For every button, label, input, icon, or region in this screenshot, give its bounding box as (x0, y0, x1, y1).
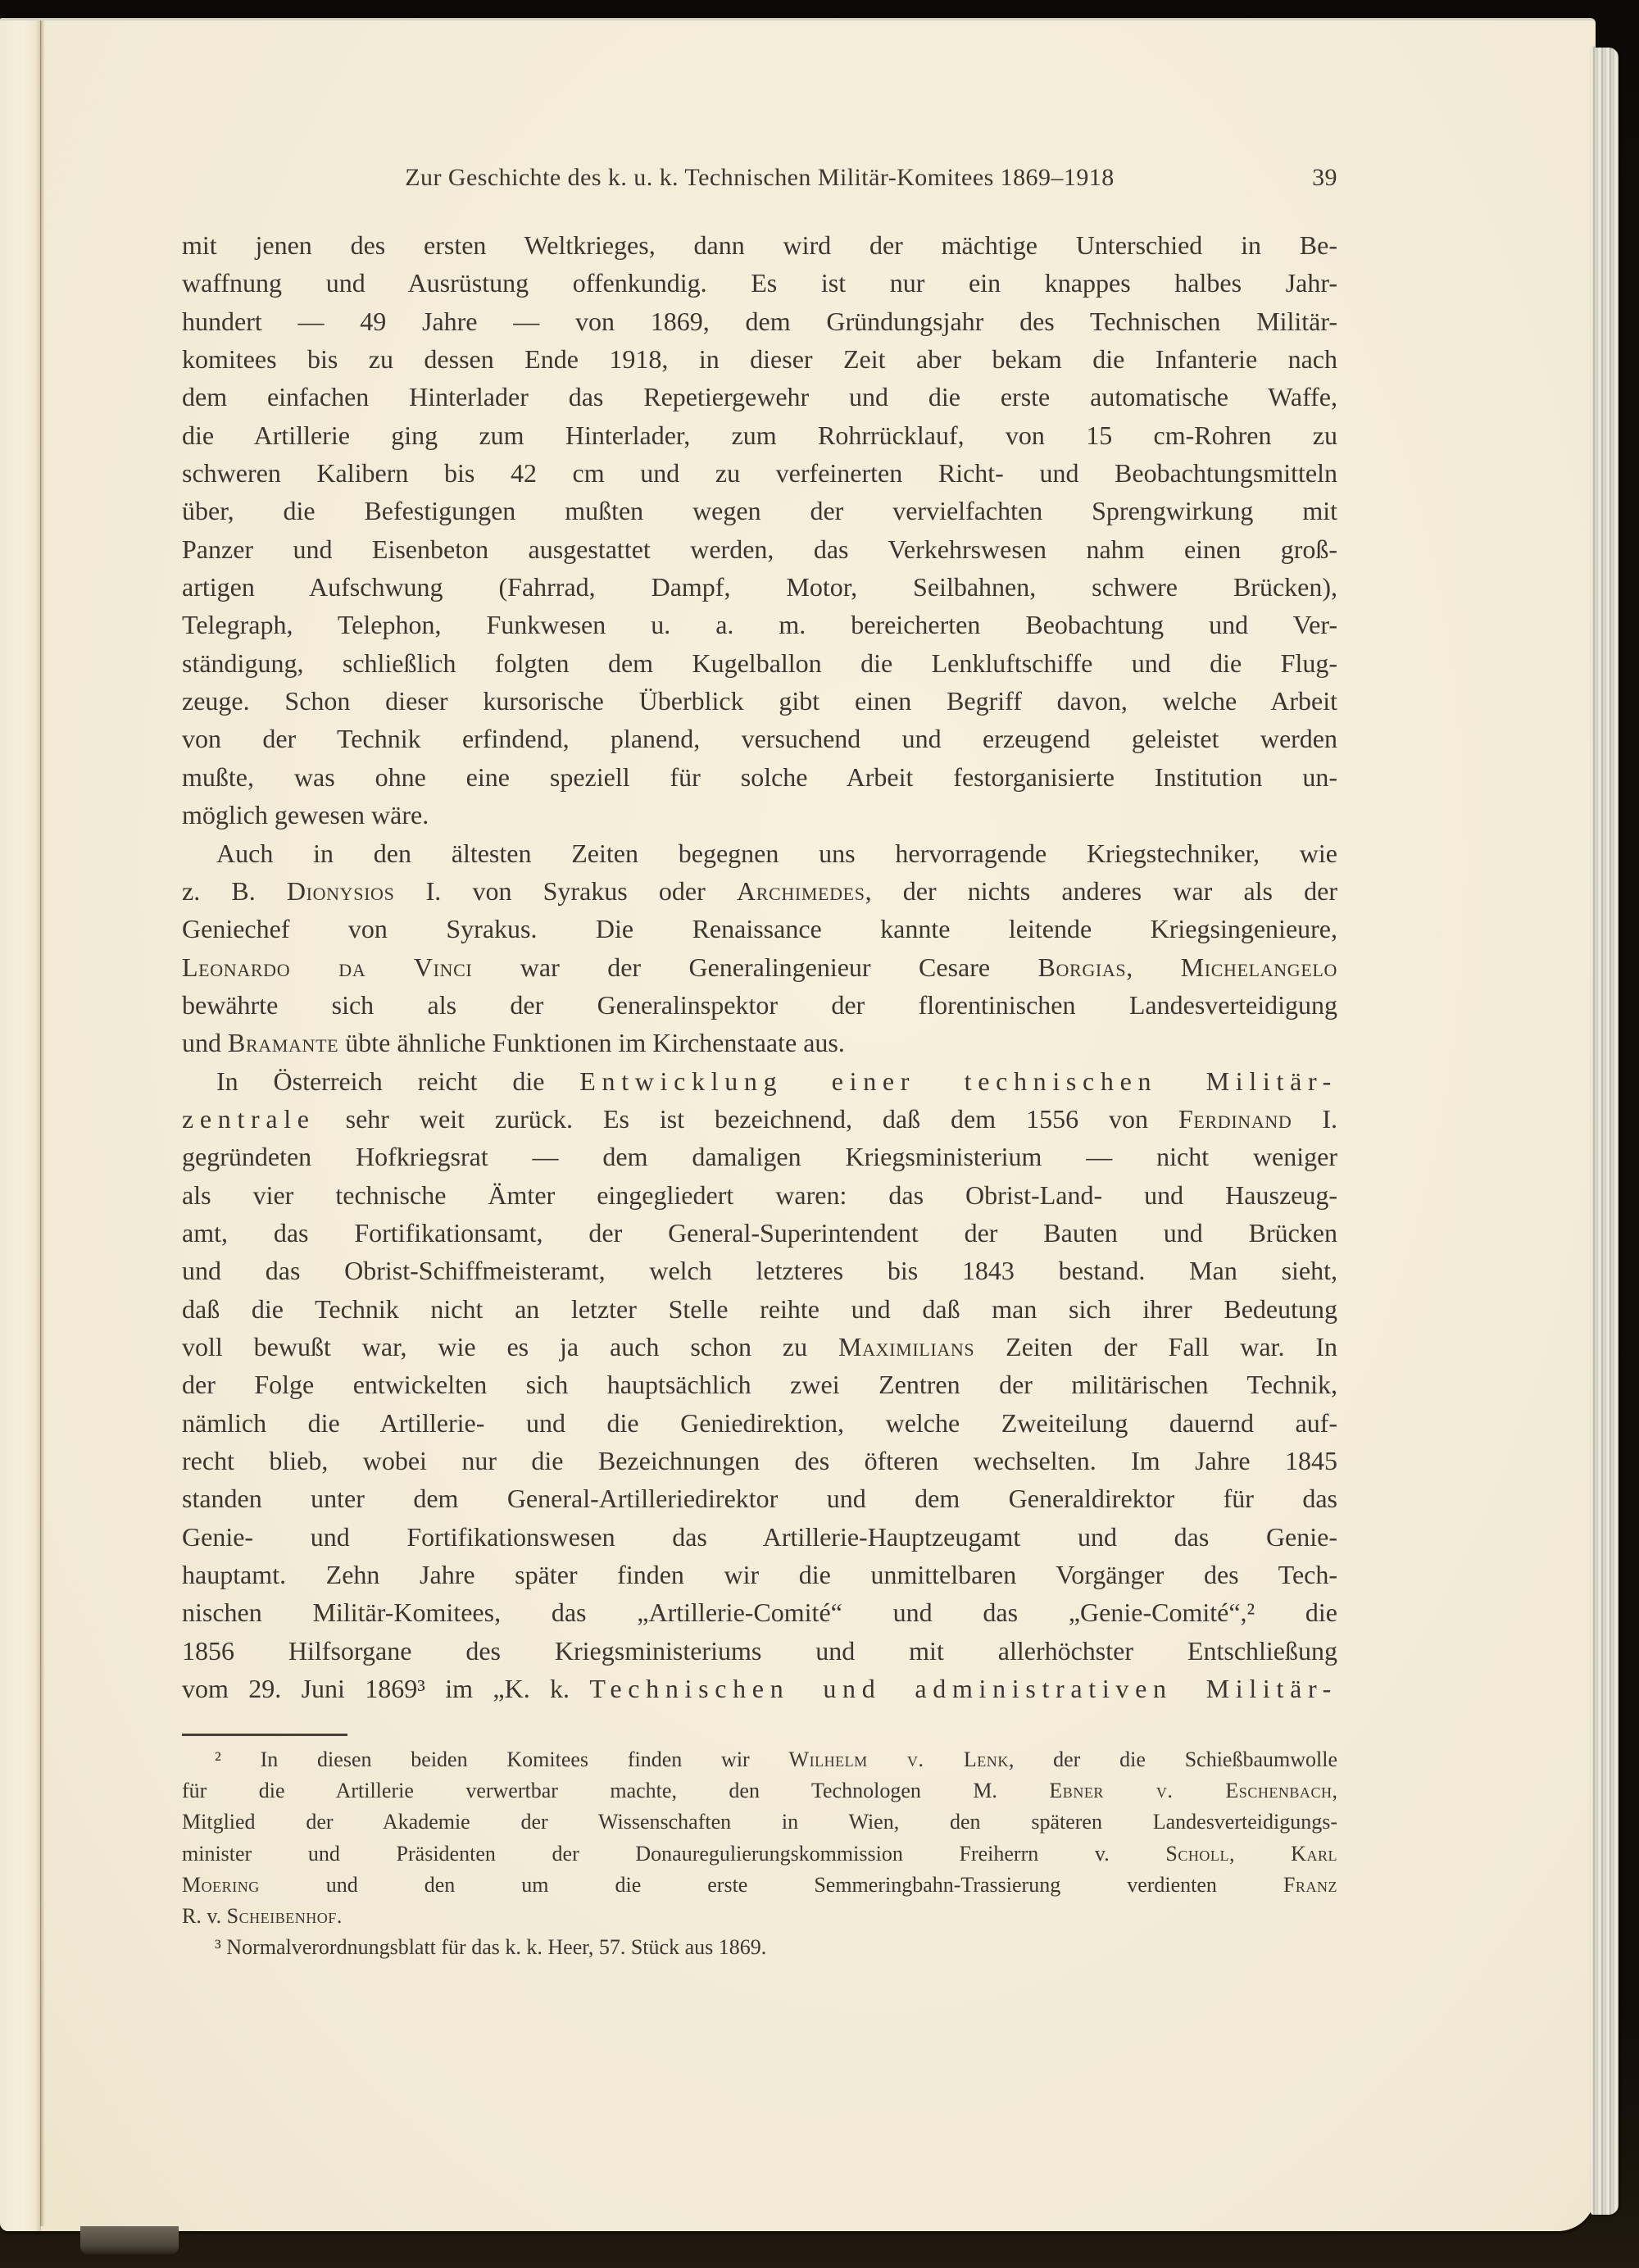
text-segment: vom 29. Juni 1869³ im „K. k. (182, 1674, 590, 1704)
footnotes (182, 1744, 1337, 1963)
text-line (182, 606, 1337, 643)
page-edge-bottom-left (80, 2226, 179, 2254)
text-segment: I. (1292, 1103, 1338, 1134)
text-segment: , (1228, 1841, 1292, 1866)
text-line (182, 1807, 1337, 1838)
paragraph (182, 226, 1337, 834)
text-line (182, 948, 1337, 986)
small-caps-name: Wilhelm v. Lenk (788, 1748, 1009, 1771)
paragraph (182, 1932, 1337, 1963)
small-caps-name: Bramante (228, 1028, 339, 1058)
letterspaced-text: Entwicklung einer technischen Militär- (579, 1066, 1337, 1096)
text-line (182, 264, 1337, 302)
body-text (182, 226, 1337, 1707)
text-segment: schweren Kalibern bis 42 cm und zu verfeinerten Richt- und Beobachtungsmitteln (182, 458, 1337, 489)
text-line (182, 1290, 1337, 1328)
text-segment: voll bewußt war, wie es ja auch schon zu (182, 1331, 838, 1361)
text-line (182, 454, 1337, 492)
small-caps-name: Scholl (1165, 1841, 1229, 1866)
text-segment: , der die Schießbaumwolle (1008, 1748, 1338, 1771)
text-line (182, 1744, 1337, 1775)
text-segment: als vier technische Ämter eingegliedert waren: das Obrist-Land- und Hauszeug- (182, 1179, 1337, 1210)
small-caps-name: Michelangelo (1180, 952, 1338, 982)
small-caps-name: Franz (1283, 1872, 1337, 1897)
text-line (182, 492, 1337, 530)
text-line (182, 720, 1337, 757)
text-line (182, 568, 1337, 606)
text-segment: Genie- und Fortifikationswesen das Artillerie-Hauptzeugamt und das Genie- (182, 1521, 1337, 1552)
text-line (182, 1328, 1337, 1366)
footnote-separator (182, 1734, 347, 1736)
text-segment: Panzer und Eisenbeton ausgestattet werden, das Verkehrswesen nahm einen groß- (182, 534, 1337, 564)
text-segment: Auch in den ältesten Zeiten begegnen uns hervorragende Kriegstechniker, wie (216, 838, 1337, 868)
text-line (182, 1214, 1337, 1252)
small-caps-name: Leonardo da Vinci (182, 952, 473, 982)
text-line (182, 834, 1337, 872)
text-segment: daß die Technik nicht an letzter Stelle reihte und daß man sich ihrer Bedeutung (182, 1293, 1337, 1324)
small-caps-name: Scheibenhof (226, 1903, 337, 1928)
text-segment: z. B. (182, 875, 287, 906)
text-line (182, 1366, 1337, 1403)
gutter-crease (40, 20, 45, 2226)
text-line (182, 1932, 1337, 1963)
text-segment: sehr weit zurück. Es ist bezeichnend, daß dem 1556 von (315, 1103, 1178, 1134)
text-segment: , (1126, 952, 1181, 982)
small-caps-name: Maximilians (838, 1331, 975, 1361)
text-segment: komitees bis zu dessen Ende 1918, in dieser Zeit aber bekam die Infanterie nach (182, 344, 1337, 375)
text-segment: Geniechef von Syrakus. Die Renaissance kannte leitende Kriegsingenieure, (182, 914, 1337, 944)
text-line (182, 1100, 1337, 1138)
text-line (182, 1442, 1337, 1479)
text-line (182, 416, 1337, 454)
text-line (182, 1024, 1337, 1061)
page-number: 39 (1312, 164, 1337, 191)
text-line (182, 530, 1337, 568)
text-line (182, 910, 1337, 948)
text-line (182, 378, 1337, 416)
small-caps-name: Borgias (1037, 952, 1127, 982)
text-segment: artigen Aufschwung (Fahrrad, Dampf, Motor, Seilbahnen, schwere Brücken), (182, 572, 1337, 602)
text-segment: mußte, was ohne eine speziell für solche Arbeit festorganisierte Institution un- (182, 761, 1337, 792)
text-segment: die Artillerie ging zum Hinterlader, zum Rohrrücklauf, von 15 cm-Rohren zu (182, 420, 1337, 450)
text-segment: amt, das Fortifikationsamt, der General-Superintendent der Bauten und Brücken (182, 1217, 1337, 1248)
text-line (182, 644, 1337, 682)
text-line (182, 1775, 1337, 1807)
text-segment: möglich gewesen wäre. (182, 800, 429, 830)
text-line (182, 1632, 1337, 1670)
text-line (182, 1838, 1337, 1870)
small-caps-name: Archimedes (736, 875, 865, 906)
text-segment: , der nichts anderes war als der (865, 875, 1338, 906)
letterspaced-text: zentrale (182, 1103, 316, 1134)
text-line (182, 1062, 1337, 1100)
paragraph (182, 1744, 1337, 1932)
text-line (182, 226, 1337, 264)
text-segment: Mitglied der Akademie der Wissenschaften in Wien, den späteren Landesverteidigungs- (182, 1810, 1337, 1834)
text-line (182, 1870, 1337, 1901)
text-line (182, 1593, 1337, 1631)
text-segment: recht blieb, wobei nur die Bezeichnungen des öfteren wechselten. Im Jahre 1845 (182, 1446, 1337, 1475)
letterspaced-text: Technischen und administrativen Militär- (589, 1674, 1337, 1704)
text-line (182, 1670, 1337, 1707)
text-segment: I. von Syrakus oder (394, 875, 737, 906)
small-caps-name: Moering (182, 1872, 260, 1897)
text-segment: , (1332, 1779, 1337, 1803)
paragraph (182, 1062, 1337, 1708)
text-line (182, 796, 1337, 834)
text-segment: R. v. (182, 1903, 227, 1928)
small-caps-name: Karl (1291, 1841, 1338, 1866)
text-line (182, 758, 1337, 796)
small-caps-name: Ebner v. Eschenbach (1049, 1779, 1333, 1803)
text-segment: übte ähnliche Funktionen im Kirchenstaate aus. (338, 1028, 845, 1058)
text-line (182, 986, 1337, 1024)
text-segment: Telegraph, Telephon, Funkwesen u. a. m. bereicherten Beobachtung und Ver- (182, 610, 1337, 640)
paragraph (182, 834, 1337, 1062)
text-line (182, 1556, 1337, 1593)
text-line (182, 872, 1337, 910)
text-segment: von der Technik erfindend, planend, versuchend und erzeugend geleistet werden (182, 724, 1337, 754)
page-edges-right (1591, 48, 1619, 2215)
small-caps-name: Dionysios (286, 875, 395, 906)
text-line (182, 340, 1337, 378)
text-segment: und (182, 1028, 228, 1058)
text-line (182, 682, 1337, 720)
text-segment: nämlich die Artillerie- und die Geniedirektion, welche Zweiteilung dauernd auf- (182, 1407, 1337, 1438)
text-segment: dem einfachen Hinterlader das Repetiergewehr und die erste automatische Waffe, (182, 382, 1337, 412)
page-header (182, 163, 1337, 193)
text-line (182, 1479, 1337, 1517)
text-segment: nischen Militär-Komitees, das „Artillerie-Comité“ und das „Genie-Comité“,² die (182, 1598, 1337, 1628)
text-segment: bewährte sich als der Generalinspektor der florentinischen Landesverteidigung (182, 989, 1337, 1020)
running-title: Zur Geschichte des k. u. k. Technischen Militär-Komitees 1869–1918 (405, 164, 1115, 191)
text-line (182, 302, 1337, 340)
small-caps-name: Ferdinand (1178, 1103, 1292, 1134)
text-segment: 1856 Hilfsorgane des Kriegsministeriums und mit allerhöchster Entschließung (182, 1635, 1337, 1666)
book-page (0, 18, 1596, 2231)
text-line (182, 1252, 1337, 1289)
text-segment: Zeiten der Fall war. In (974, 1331, 1338, 1361)
text-segment: ständigung, schließlich folgten dem Kugelballon die Lenkluftschiffe und die Flug- (182, 648, 1337, 678)
text-segment: der Folge entwickelten sich hauptsächlich zwei Zentren der militärischen Technik, (182, 1370, 1337, 1400)
text-segment: minister und Präsidenten der Donauregulierungskommission Freiherrn v. (182, 1841, 1166, 1866)
text-line (182, 1176, 1337, 1214)
text-segment: hundert — 49 Jahre — von 1869, dem Gründungsjahr des Technischen Militär- (182, 306, 1337, 336)
text-segment: standen unter dem General-Artilleriedirektor und dem Generaldirektor für das (182, 1484, 1337, 1514)
text-line (182, 1901, 1337, 1932)
text-segment: und das Obrist-Schiffmeisteramt, welch letzteres bis 1843 bestand. Man sieht, (182, 1256, 1337, 1286)
text-segment: ² In diesen beiden Komitees finden wir (215, 1748, 789, 1771)
text-segment: In Österreich reicht die (216, 1066, 580, 1096)
text-segment: über, die Befestigungen mußten wegen der vervielfachten Sprengwirkung mit (182, 496, 1337, 526)
text-line (182, 1138, 1337, 1175)
text-segment: war der Generalingenieur Cesare (472, 952, 1038, 982)
text-segment: zeuge. Schon dieser kursorische Überblick gibt einen Begriff davon, welche Arbeit (182, 686, 1337, 716)
text-segment: für die Artillerie verwertbar machte, den Technologen M. (182, 1779, 1050, 1803)
text-segment: waffnung und Ausrüstung offenkundig. Es ist nur ein knappes halbes Jahr- (182, 268, 1337, 298)
text-segment: mit jenen des ersten Weltkrieges, dann wird der mächtige Unterschied in Be- (182, 230, 1337, 260)
text-line (182, 1404, 1337, 1442)
text-segment: gegründeten Hofkriegsrat — dem damaligen Kriegsministerium — nicht weniger (182, 1142, 1337, 1172)
facing-page-edge (0, 20, 41, 2231)
text-line (182, 1518, 1337, 1556)
text-segment: . (336, 1903, 343, 1928)
text-segment: hauptamt. Zehn Jahre später finden wir die unmittelbaren Vorgänger des Tech- (182, 1560, 1337, 1590)
text-segment: ³ Normalverordnungsblatt für das k. k. Heer, 57. Stück aus 1869. (215, 1935, 767, 1960)
text-segment: und den um die erste Semmeringbahn-Trassierung verdienten (259, 1872, 1283, 1897)
